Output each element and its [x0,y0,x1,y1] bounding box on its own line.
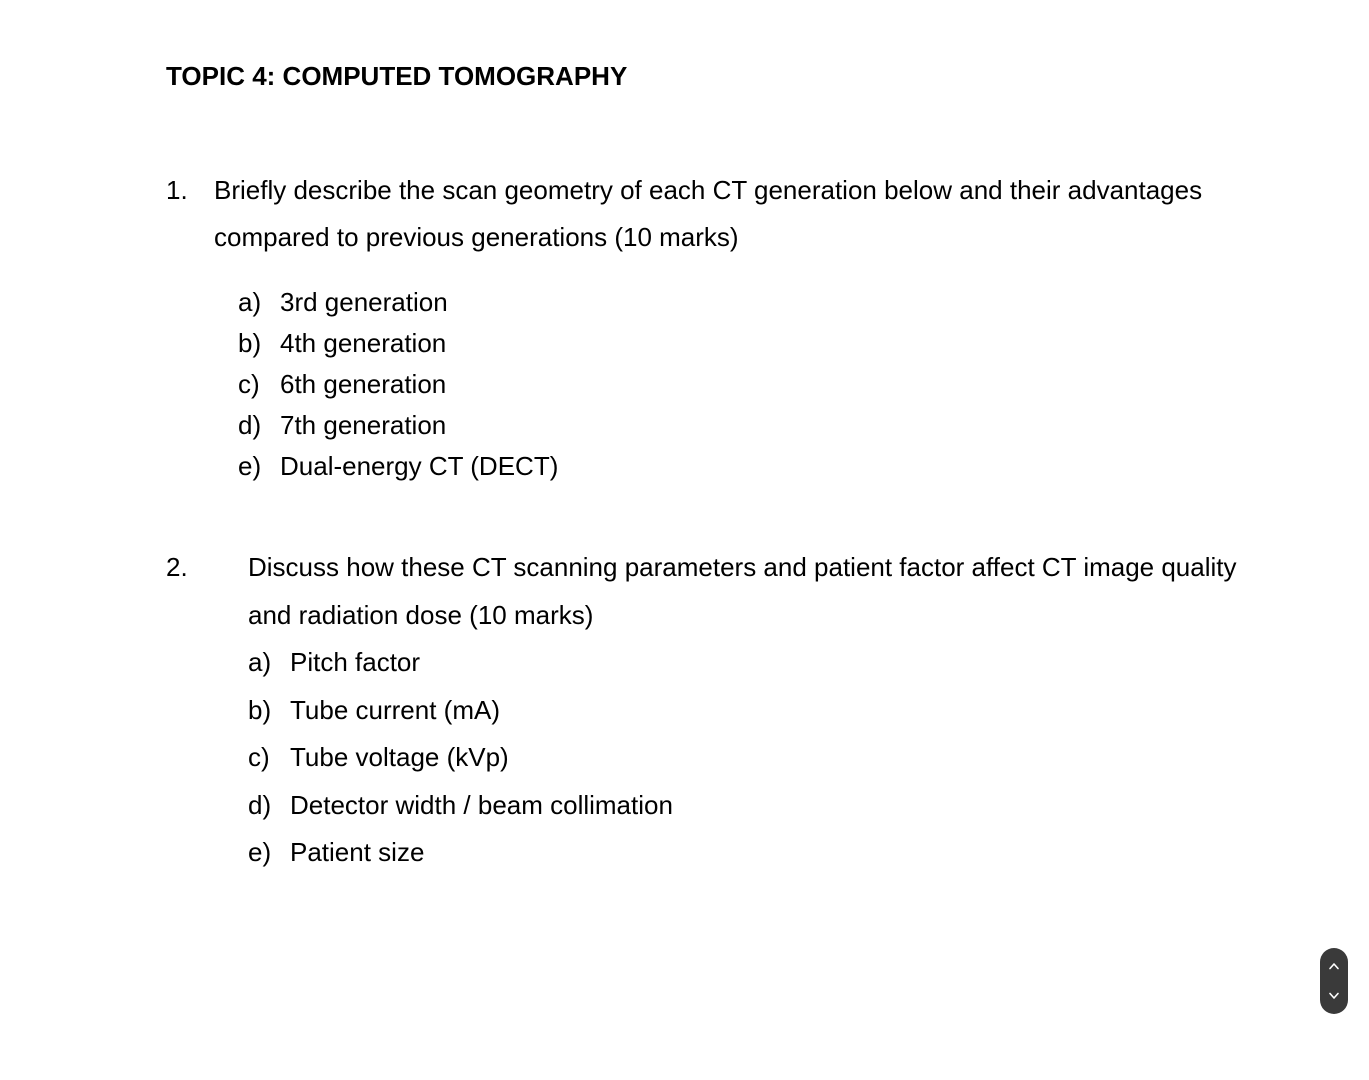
list-item-marker: e) [238,451,262,481]
list-item-label: Dual-energy CT (DECT) [280,451,559,481]
list-item-label: Tube voltage (kVp) [290,742,509,773]
list-item [248,733,673,781]
chevron-down-icon [1328,992,1340,1000]
question-1-list [238,282,558,487]
list-item-marker: d) [238,410,262,440]
list-item-marker: c) [248,742,270,773]
page-title: TOPIC 4: COMPUTED TOMOGRAPHY [166,61,628,91]
list-item-label: Detector width / beam collimation [290,789,673,820]
list-item [248,686,673,734]
list-item-marker: b) [248,694,272,725]
list-item-label: Patient size [290,837,425,868]
question-2-text: Discuss how these CT scanning parameters and patient factor affect CT image quality and radiation dose (10 marks) [248,552,1237,630]
list-item-label: 4th generation [280,328,447,358]
list-item [248,828,673,876]
list-item [238,323,558,364]
scroll-down-button[interactable] [1320,984,1348,1008]
list-item [248,638,673,686]
list-item [248,781,673,829]
list-item-marker: b) [238,328,262,358]
list-item [238,282,558,323]
page-scroll-nav [1320,948,1348,1014]
list-item-marker: a) [238,287,262,317]
list-item [238,364,558,405]
list-item-label: Tube current (mA) [290,694,500,725]
list-item-label: 7th generation [280,410,447,440]
list-item-marker: a) [248,647,272,677]
list-item-label: Pitch factor [290,647,421,677]
list-item-marker: c) [238,369,260,399]
list-item-marker: e) [248,837,272,868]
question-1-text: Briefly describe the scan geometry of each CT generation below and their advantages compared to previous generations (10 marks) [214,175,1203,252]
scroll-up-button[interactable] [1320,954,1348,978]
chevron-up-icon [1328,962,1340,970]
list-item [238,446,558,487]
question-2-number: 2. [166,552,188,582]
question-2-list [248,638,673,876]
list-item-label: 3rd generation [280,287,448,317]
list-item-marker: d) [248,789,272,820]
question-1-number: 1. [166,175,188,205]
list-item [238,405,558,446]
list-item-label: 6th generation [280,369,447,399]
